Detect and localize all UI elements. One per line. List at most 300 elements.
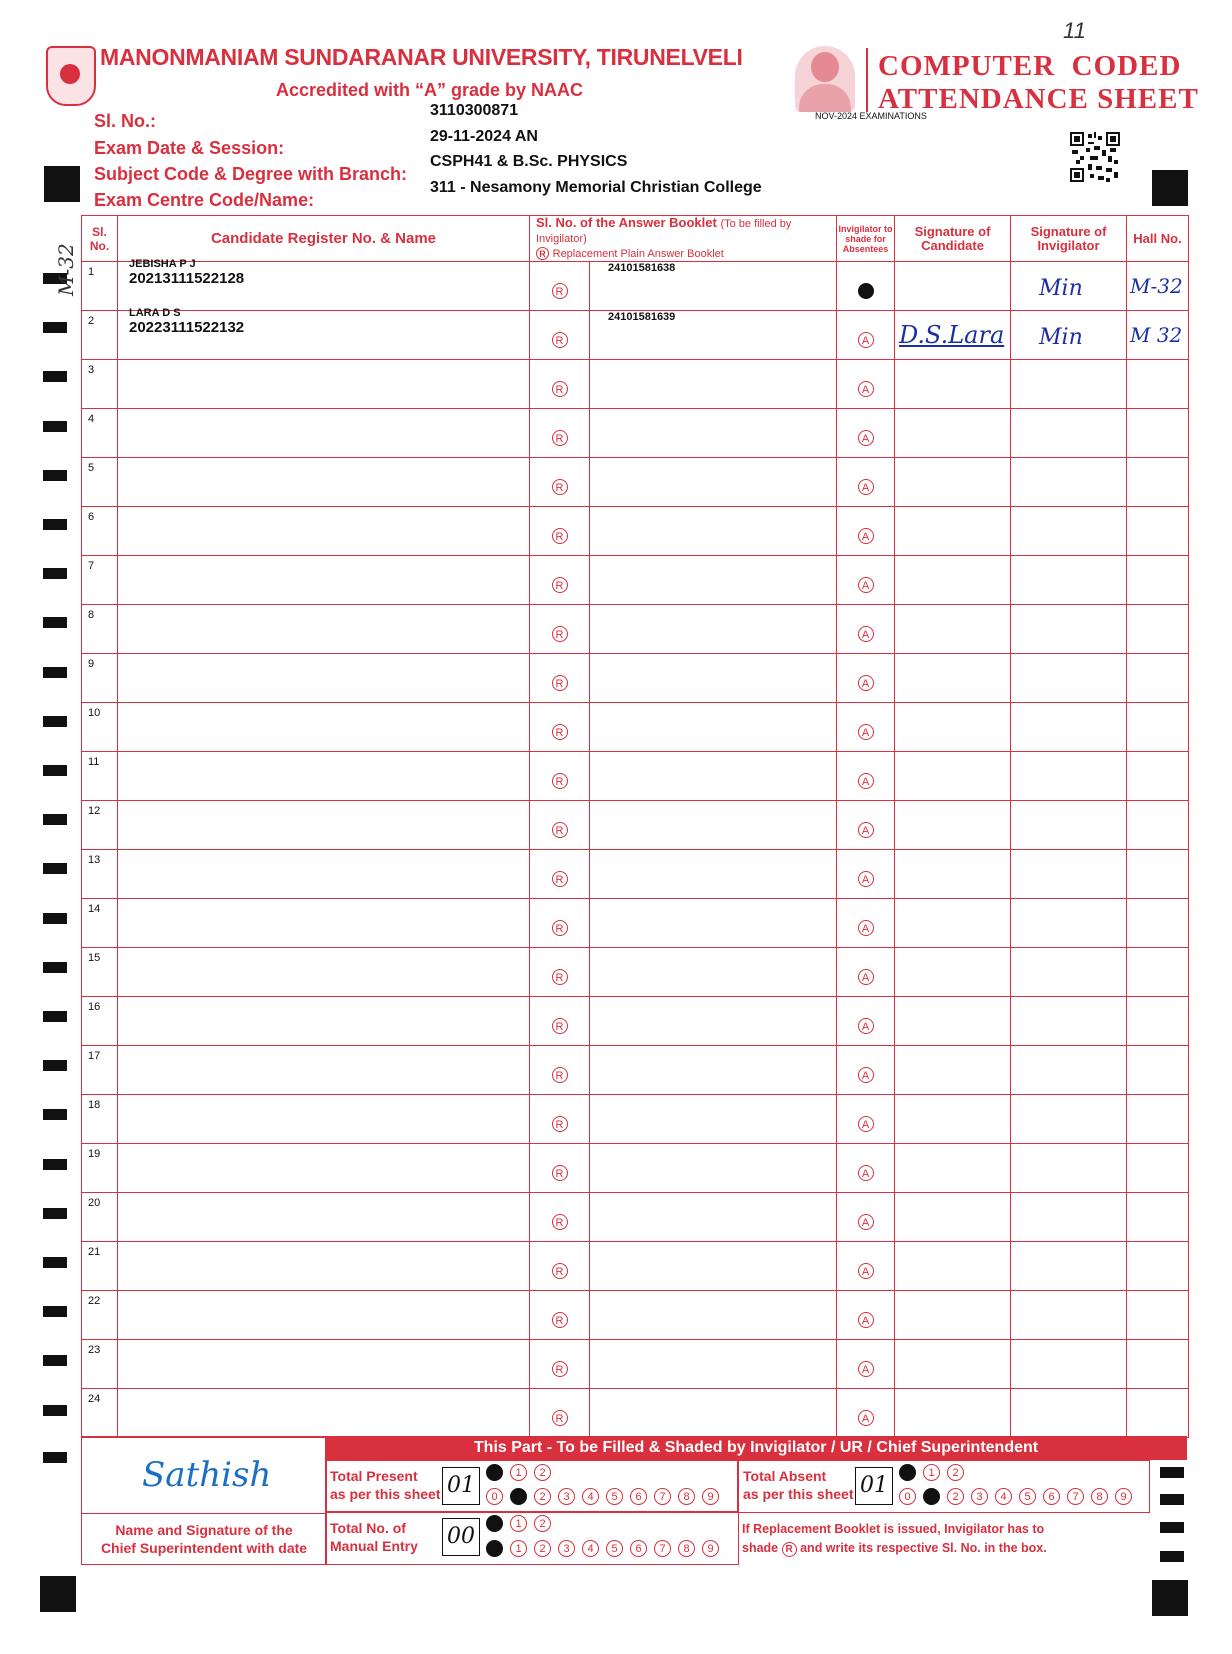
hall-cell[interactable]: [1127, 605, 1189, 654]
table-row: [82, 1046, 1189, 1095]
sig-candidate-cell[interactable]: [895, 311, 1011, 360]
sig-invigilator-cell[interactable]: [1011, 997, 1127, 1046]
absentee-cell: [837, 507, 895, 556]
digit-bubble[interactable]: 6: [630, 1488, 647, 1505]
sig-candidate-cell[interactable]: [895, 899, 1011, 948]
table-row: [82, 850, 1189, 899]
absentee-bubble[interactable]: A: [858, 626, 874, 642]
digit-bubble[interactable]: 0: [899, 1488, 916, 1505]
replacement-bubble[interactable]: R: [552, 1116, 568, 1132]
absentee-cell: [837, 262, 895, 311]
absentee-cell: [837, 1095, 895, 1144]
digit-bubble[interactable]: 4: [582, 1488, 599, 1505]
booklet-cell[interactable]: [590, 262, 837, 311]
timing-mark: [43, 421, 67, 432]
total-absent-label: Total Absent as per this sheet: [743, 1468, 854, 1502]
sig-candidate-cell[interactable]: [895, 360, 1011, 409]
absentee-bubble[interactable]: A: [858, 1018, 874, 1034]
hall-cell[interactable]: [1127, 801, 1189, 850]
replacement-cell: [530, 556, 590, 605]
digit-bubble[interactable]: 1: [923, 1464, 940, 1481]
candidate-reg-no: 20213111522128: [129, 270, 245, 287]
booklet-cell[interactable]: [590, 997, 837, 1046]
row-sl: 21: [88, 1246, 101, 1258]
sig-invigilator-cell[interactable]: [1011, 1389, 1127, 1438]
sig-invigilator-cell[interactable]: [1011, 1144, 1127, 1193]
digit-bubble[interactable]: 7: [1067, 1488, 1084, 1505]
digit-bubble[interactable]: 7: [654, 1488, 671, 1505]
absentee-bubble[interactable]: A: [858, 577, 874, 593]
replacement-bubble[interactable]: R: [552, 773, 568, 789]
row-sl: 12: [88, 805, 101, 817]
absentee-bubble[interactable]: A: [858, 920, 874, 936]
sig-invigilator-cell[interactable]: [1011, 850, 1127, 899]
absentee-cell: [837, 556, 895, 605]
sig-candidate-cell[interactable]: [895, 654, 1011, 703]
replacement-bubble[interactable]: R: [552, 969, 568, 985]
sig-candidate-cell[interactable]: [895, 948, 1011, 997]
sig-invigilator-cell[interactable]: [1011, 948, 1127, 997]
replacement-cell: [530, 458, 590, 507]
absentee-bubble[interactable]: A: [858, 1165, 874, 1181]
timing-mark: [43, 470, 67, 481]
candidate-cell: [118, 899, 530, 948]
candidate-cell: [118, 458, 530, 507]
university-logo: [46, 46, 96, 106]
absentee-bubble[interactable]: A: [858, 381, 874, 397]
sig-candidate-cell[interactable]: [895, 1144, 1011, 1193]
total-present-label: Total Present as per this sheet: [330, 1468, 441, 1502]
sig-invigilator-cell[interactable]: [1011, 1242, 1127, 1291]
row-sl-cell: [82, 409, 118, 458]
hall-cell[interactable]: [1127, 899, 1189, 948]
row-sl: 24: [88, 1393, 101, 1405]
row-sl-cell: [82, 458, 118, 507]
booklet-cell[interactable]: [590, 1095, 837, 1144]
digit-bubble[interactable]: 1: [923, 1488, 940, 1505]
sig-candidate-cell[interactable]: [895, 1291, 1011, 1340]
digit-bubble[interactable]: 7: [654, 1540, 671, 1557]
replacement-bubble[interactable]: R: [552, 1361, 568, 1377]
sig-candidate-cell[interactable]: [895, 1340, 1011, 1389]
sig-invigilator-cell[interactable]: [1011, 1046, 1127, 1095]
sig-invigilator-cell[interactable]: [1011, 605, 1127, 654]
digit-bubble[interactable]: 2: [534, 1464, 551, 1481]
absentee-bubble[interactable]: A: [858, 479, 874, 495]
table-row: [82, 1144, 1189, 1193]
corner-mark: [1152, 170, 1188, 206]
col-header-sl: Sl. No.: [82, 216, 118, 262]
manual-entry-value[interactable]: 00: [442, 1518, 480, 1556]
replacement-cell: [530, 1291, 590, 1340]
digit-bubble[interactable]: 8: [678, 1540, 695, 1557]
sig-candidate-cell[interactable]: [895, 1193, 1011, 1242]
absentee-bubble[interactable]: A: [858, 1410, 874, 1426]
sig-candidate-cell[interactable]: [895, 605, 1011, 654]
candidate-cell: [118, 605, 530, 654]
replacement-bubble[interactable]: R: [552, 1263, 568, 1279]
sig-candidate-cell[interactable]: [895, 1095, 1011, 1144]
replacement-bubble[interactable]: R: [552, 675, 568, 691]
hall-cell[interactable]: [1127, 1291, 1189, 1340]
row-sl-cell: [82, 556, 118, 605]
chief-label: Name and Signature of the Chief Superintendent with date: [100, 1522, 308, 1556]
total-present-box: [325, 1460, 739, 1513]
digit-bubble[interactable]: 9: [1115, 1488, 1132, 1505]
digit-bubble[interactable]: 2: [947, 1488, 964, 1505]
replacement-bubble[interactable]: R: [552, 381, 568, 397]
hall-cell[interactable]: [1127, 360, 1189, 409]
sig-candidate-cell[interactable]: [895, 997, 1011, 1046]
replacement-bubble[interactable]: R: [552, 1410, 568, 1426]
timing-mark: [43, 322, 67, 333]
row-sl: 4: [88, 413, 95, 425]
hall-cell[interactable]: [1127, 752, 1189, 801]
booklet-cell[interactable]: [590, 1144, 837, 1193]
absentee-cell: [837, 1046, 895, 1095]
digit-bubble[interactable]: 9: [702, 1540, 719, 1557]
timing-mark: [43, 1452, 67, 1463]
candidate-cell: [118, 307, 530, 360]
replacement-bubble[interactable]: R: [552, 283, 568, 299]
digit-bubble[interactable]: 2: [534, 1540, 551, 1557]
absentee-cell: [837, 1291, 895, 1340]
sig-invigilator-cell[interactable]: [1011, 1340, 1127, 1389]
digit-bubble[interactable]: 3: [558, 1488, 575, 1505]
hall-cell[interactable]: [1127, 1095, 1189, 1144]
table-row: [82, 752, 1189, 801]
sig-invigilator-cell[interactable]: [1011, 360, 1127, 409]
sig-candidate-cell[interactable]: [895, 262, 1011, 311]
booklet-cell[interactable]: [590, 1291, 837, 1340]
sl-no-value: 3110300871: [430, 102, 519, 119]
row-sl: 9: [88, 658, 95, 670]
digit-bubble[interactable]: 9: [702, 1488, 719, 1505]
candidate-cell: [118, 556, 530, 605]
row-sl: 17: [88, 1050, 101, 1062]
booklet-cell[interactable]: [590, 409, 837, 458]
candidate-cell: [118, 258, 530, 311]
absentee-bubble[interactable]: A: [858, 430, 874, 446]
sig-invigilator-cell[interactable]: [1011, 262, 1127, 311]
hall-cell[interactable]: [1127, 262, 1189, 311]
table-row: [82, 1291, 1189, 1340]
hall-cell[interactable]: [1127, 1340, 1189, 1389]
col-header-booklet: Sl. No. of the Answer Booklet (To be filled by Invigilator) R Replacement Plain Answer Booklet: [530, 216, 837, 262]
digit-bubble[interactable]: 0: [486, 1488, 503, 1505]
row-sl-cell: [82, 1242, 118, 1291]
row-sl: 18: [88, 1099, 101, 1111]
hall-cell[interactable]: [1127, 654, 1189, 703]
sig-invigilator-cell[interactable]: [1011, 1193, 1127, 1242]
replacement-cell: [530, 1193, 590, 1242]
digit-bubble[interactable]: 5: [1019, 1488, 1036, 1505]
sig-invigilator-cell[interactable]: [1011, 654, 1127, 703]
corner-mark: [40, 1576, 76, 1612]
total-present-units-bubbles: [486, 1488, 726, 1505]
absentee-bubble[interactable]: A: [858, 871, 874, 887]
sig-candidate-cell[interactable]: [895, 1389, 1011, 1438]
qr-code: [1070, 131, 1120, 183]
founder-portrait: [795, 46, 855, 112]
replacement-bubble[interactable]: R: [552, 822, 568, 838]
row-sl-cell: [82, 703, 118, 752]
sig-invigilator-cell[interactable]: [1011, 507, 1127, 556]
digit-bubble[interactable]: 2: [534, 1515, 551, 1532]
booklet-cell[interactable]: [590, 556, 837, 605]
hall-cell[interactable]: [1127, 997, 1189, 1046]
digit-bubble[interactable]: 6: [630, 1540, 647, 1557]
row-sl-cell: [82, 850, 118, 899]
hall-cell[interactable]: [1127, 507, 1189, 556]
row-sl-cell: [82, 899, 118, 948]
replacement-bubble[interactable]: R: [552, 920, 568, 936]
sig-candidate-cell[interactable]: [895, 703, 1011, 752]
sig-invigilator-cell[interactable]: [1011, 752, 1127, 801]
sig-invigilator-cell[interactable]: [1011, 1095, 1127, 1144]
replacement-bubble[interactable]: R: [552, 430, 568, 446]
sig-candidate-cell[interactable]: [895, 458, 1011, 507]
replacement-cell: [530, 311, 590, 360]
subject-label: Subject Code & Degree with Branch:: [94, 164, 408, 184]
candidate-cell: [118, 1389, 530, 1438]
timing-mark: [43, 1257, 67, 1268]
row-sl-cell: [82, 605, 118, 654]
sig-invigilator-cell[interactable]: [1011, 458, 1127, 507]
timing-mark: [43, 1355, 67, 1366]
hall-cell[interactable]: [1127, 1144, 1189, 1193]
corner-mark: [1152, 1580, 1188, 1616]
replacement-cell: [530, 1242, 590, 1291]
booklet-cell[interactable]: [590, 1046, 837, 1095]
absentee-cell: [837, 997, 895, 1046]
absentee-bubble[interactable]: A: [858, 283, 874, 299]
table-row: [82, 1095, 1189, 1144]
replacement-bubble[interactable]: R: [552, 724, 568, 740]
absentee-bubble[interactable]: A: [858, 1214, 874, 1230]
corner-mark: [44, 166, 80, 202]
hall-number: M 32: [1130, 323, 1183, 347]
digit-bubble[interactable]: 0: [486, 1464, 503, 1481]
candidate-cell: [118, 801, 530, 850]
centre-value: 311 - Nesamony Memorial Christian College: [430, 179, 762, 196]
candidate-cell: [118, 752, 530, 801]
hall-cell[interactable]: [1127, 409, 1189, 458]
sig-candidate-cell[interactable]: [895, 752, 1011, 801]
replacement-symbol: R: [782, 1542, 797, 1557]
sig-candidate-cell[interactable]: [895, 1242, 1011, 1291]
sig-invigilator-cell[interactable]: [1011, 1291, 1127, 1340]
sig-invigilator-cell[interactable]: [1011, 311, 1127, 360]
booklet-cell[interactable]: [590, 899, 837, 948]
booklet-cell[interactable]: [590, 458, 837, 507]
table-row: [82, 311, 1189, 360]
row-sl: 22: [88, 1295, 101, 1307]
booklet-cell[interactable]: [590, 605, 837, 654]
hall-cell[interactable]: [1127, 948, 1189, 997]
digit-bubble[interactable]: 1: [510, 1515, 527, 1532]
booklet-cell[interactable]: [590, 850, 837, 899]
hall-cell[interactable]: [1127, 850, 1189, 899]
hall-cell[interactable]: [1127, 1193, 1189, 1242]
booklet-cell[interactable]: [590, 311, 837, 360]
row-sl: 8: [88, 609, 95, 621]
table-row: [82, 1340, 1189, 1389]
sig-invigilator-cell[interactable]: [1011, 556, 1127, 605]
digit-bubble[interactable]: 1: [510, 1540, 527, 1557]
exam-date-value: 29-11-2024 AN: [430, 128, 538, 145]
absentee-bubble[interactable]: A: [858, 1263, 874, 1279]
row-sl: 16: [88, 1001, 101, 1013]
absentee-bubble[interactable]: A: [858, 1361, 874, 1377]
replacement-bubble[interactable]: R: [552, 577, 568, 593]
booklet-cell[interactable]: [590, 654, 837, 703]
total-present-value[interactable]: 01: [442, 1467, 480, 1505]
absentee-bubble[interactable]: A: [858, 528, 874, 544]
booklet-cell[interactable]: [590, 1389, 837, 1438]
sig-candidate-cell[interactable]: [895, 507, 1011, 556]
timing-mark: [43, 1208, 67, 1219]
col-header-sig-candidate: Signature of Candidate: [895, 216, 1011, 262]
absentee-bubble[interactable]: A: [858, 332, 874, 348]
row-sl: 15: [88, 952, 101, 964]
row-sl-cell: [82, 360, 118, 409]
timing-mark: [43, 1060, 67, 1071]
sig-candidate-cell[interactable]: [895, 801, 1011, 850]
centre-label: Exam Centre Code/Name:: [94, 190, 315, 210]
hall-cell[interactable]: [1127, 1389, 1189, 1438]
booklet-cell[interactable]: [590, 752, 837, 801]
row-sl-cell: [82, 801, 118, 850]
sig-candidate-cell[interactable]: [895, 556, 1011, 605]
booklet-cell[interactable]: [590, 360, 837, 409]
hall-cell[interactable]: [1127, 1046, 1189, 1095]
timing-mark: [1160, 1494, 1184, 1505]
replacement-bubble[interactable]: R: [552, 528, 568, 544]
absentee-bubble[interactable]: A: [858, 1067, 874, 1083]
candidate-cell: [118, 360, 530, 409]
candidate-cell: [118, 1291, 530, 1340]
digit-bubble[interactable]: 3: [558, 1540, 575, 1557]
attendance-table: [81, 215, 1189, 1438]
sig-invigilator-cell[interactable]: [1011, 703, 1127, 752]
absentee-bubble[interactable]: A: [858, 1312, 874, 1328]
absentee-bubble[interactable]: A: [858, 822, 874, 838]
replacement-bubble[interactable]: R: [552, 871, 568, 887]
candidate-cell: [118, 1193, 530, 1242]
replacement-bubble[interactable]: R: [552, 479, 568, 495]
digit-bubble[interactable]: 4: [582, 1540, 599, 1557]
table-row: [82, 409, 1189, 458]
absentee-bubble[interactable]: A: [858, 675, 874, 691]
hall-cell[interactable]: [1127, 556, 1189, 605]
booklet-cell[interactable]: [590, 801, 837, 850]
replacement-bubble[interactable]: R: [552, 1067, 568, 1083]
sig-candidate-cell[interactable]: [895, 850, 1011, 899]
absentee-bubble[interactable]: A: [858, 773, 874, 789]
digit-bubble[interactable]: 8: [1091, 1488, 1108, 1505]
booklet-cell[interactable]: [590, 1242, 837, 1291]
digit-bubble[interactable]: 4: [995, 1488, 1012, 1505]
digit-bubble[interactable]: 6: [1043, 1488, 1060, 1505]
col-header-hall: Hall No.: [1127, 216, 1189, 262]
timing-mark: [43, 913, 67, 924]
row-sl-cell: [82, 1046, 118, 1095]
replacement-bubble[interactable]: R: [552, 626, 568, 642]
absentee-cell: [837, 1144, 895, 1193]
hall-cell[interactable]: [1127, 1242, 1189, 1291]
row-sl-cell: [82, 997, 118, 1046]
booklet-cell[interactable]: [590, 1193, 837, 1242]
booklet-cell[interactable]: [590, 948, 837, 997]
table-row: [82, 507, 1189, 556]
booklet-cell[interactable]: [590, 507, 837, 556]
hall-cell[interactable]: [1127, 311, 1189, 360]
timing-mark: [43, 765, 67, 776]
digit-bubble[interactable]: 3: [971, 1488, 988, 1505]
digit-bubble[interactable]: 0: [486, 1515, 503, 1532]
candidate-name: JEBISHA P J: [129, 258, 196, 270]
manual-entry-box: [325, 1511, 739, 1565]
sig-candidate-cell[interactable]: [895, 1046, 1011, 1095]
replacement-cell: [530, 1340, 590, 1389]
digit-bubble[interactable]: 1: [510, 1464, 527, 1481]
booklet-cell[interactable]: [590, 1340, 837, 1389]
absentee-cell: [837, 409, 895, 458]
digit-bubble[interactable]: 2: [534, 1488, 551, 1505]
sig-invigilator-cell[interactable]: [1011, 899, 1127, 948]
timing-mark: [43, 617, 67, 628]
candidate-cell: [118, 997, 530, 1046]
booklet-cell[interactable]: [590, 703, 837, 752]
hall-cell[interactable]: [1127, 703, 1189, 752]
digit-bubble[interactable]: 5: [606, 1540, 623, 1557]
sig-candidate-cell[interactable]: [895, 409, 1011, 458]
absentee-bubble[interactable]: A: [858, 969, 874, 985]
candidate-cell: [118, 948, 530, 997]
table-header-row: [82, 216, 1189, 262]
absentee-cell: [837, 654, 895, 703]
replacement-bubble[interactable]: R: [552, 1165, 568, 1181]
digit-bubble[interactable]: 8: [678, 1488, 695, 1505]
digit-bubble[interactable]: 1: [510, 1488, 527, 1505]
digit-bubble[interactable]: 0: [486, 1540, 503, 1557]
digit-bubble[interactable]: 5: [606, 1488, 623, 1505]
hall-cell[interactable]: [1127, 458, 1189, 507]
table-row: [82, 654, 1189, 703]
replacement-bubble[interactable]: R: [552, 1214, 568, 1230]
sig-invigilator-cell[interactable]: [1011, 409, 1127, 458]
digit-bubble[interactable]: 0: [899, 1464, 916, 1481]
replacement-bubble[interactable]: R: [552, 332, 568, 348]
absentee-bubble[interactable]: A: [858, 724, 874, 740]
candidate-cell: [118, 1046, 530, 1095]
subject-value: CSPH41 & B.Sc. PHYSICS: [430, 153, 628, 170]
absentee-cell: [837, 311, 895, 360]
replacement-cell: [530, 899, 590, 948]
candidate-cell: [118, 507, 530, 556]
page-mark: 11: [1063, 18, 1086, 43]
absentee-bubble[interactable]: A: [858, 1116, 874, 1132]
replacement-bubble[interactable]: R: [552, 1312, 568, 1328]
sig-invigilator-cell[interactable]: [1011, 801, 1127, 850]
candidate-signature: D.S.Lara: [899, 321, 1005, 349]
replacement-symbol: R: [536, 247, 549, 260]
total-absent-value[interactable]: 01: [855, 1467, 893, 1505]
exam-session-label: NOV-2024 EXAMINATIONS: [815, 111, 927, 121]
replacement-bubble[interactable]: R: [552, 1018, 568, 1034]
digit-bubble[interactable]: 2: [947, 1464, 964, 1481]
